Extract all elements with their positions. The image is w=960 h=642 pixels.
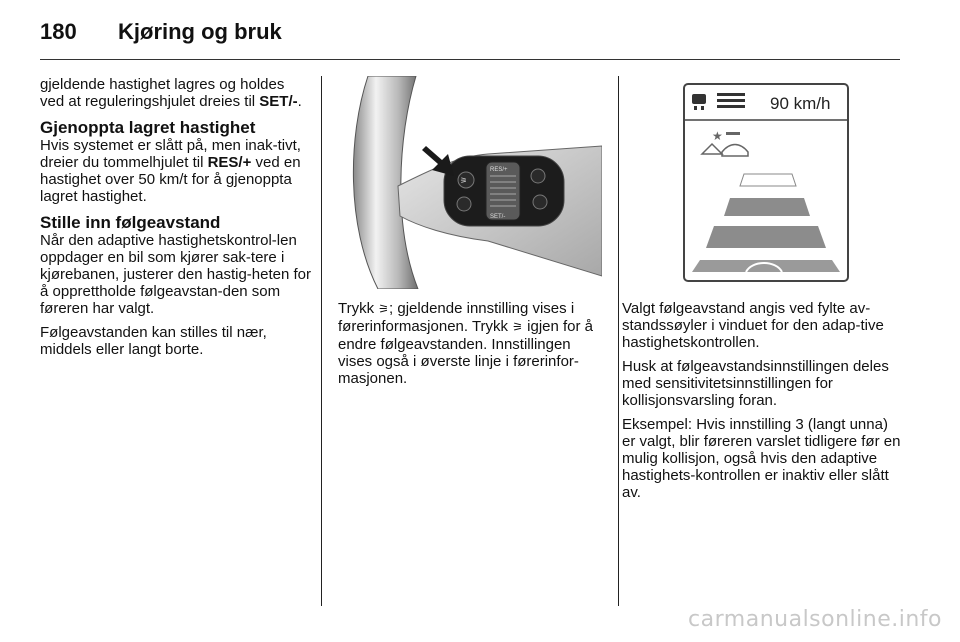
page-number: 180 xyxy=(40,19,77,44)
paragraph-shared-setting: Husk at følgeavstandsinnstillingen deles med sensitivitetsinnstillingen for kollisjonsvarsling foran. xyxy=(622,358,889,409)
paragraph-set-speed: gjeldende hastighet lagres og holdes ved at reguleringshjulet dreies til SET/-. xyxy=(40,76,302,110)
page-header xyxy=(40,16,282,48)
distance-icon: ⚞ xyxy=(378,302,390,316)
svg-text:⚞: ⚞ xyxy=(460,176,468,185)
res-label-svg: RES/+ xyxy=(490,167,508,173)
driver-display-illustration xyxy=(622,76,900,289)
paragraph-distance-options: Følgeavstanden kan stilles til nær, middels eller langt borte. xyxy=(40,324,267,358)
paragraph-example: Eksempel: Hvis innstilling 3 (langt unna) er valgt, blir føreren varslet tidligere før en mulig kollisjon, også hvis den adaptive hastighets-kontrollen er inaktiv eller slått av. xyxy=(622,416,901,501)
heading-resume-speed: Gjenoppta lagret hastighet xyxy=(40,118,256,137)
cancel-button xyxy=(457,197,471,211)
column-divider-left xyxy=(321,76,322,606)
distance-bar-1 xyxy=(740,174,796,186)
paragraph-distance-bars: Valgt følgeavstand angis ved fylte av-standssøyler i vinduet for den adap-tive hastighetskontrollen. xyxy=(622,300,884,351)
steering-wheel-illustration xyxy=(338,76,602,289)
cruise-button xyxy=(533,195,547,209)
alert-button xyxy=(531,169,545,183)
paragraph-resume-speed: Hvis systemet er slått på, men inak-tivt, dreier du tommelhjulet til RES/+ ved en hastighet over 50 km/t for å gjenoppta lagret hastighet. xyxy=(40,137,301,205)
svg-text:★: ★ xyxy=(712,129,723,143)
driver-display-svg xyxy=(622,76,900,289)
distance-icon: ⚞ xyxy=(512,320,523,334)
watermark: carmanualsonline.info xyxy=(688,607,942,632)
header-divider xyxy=(40,59,900,60)
column-middle xyxy=(338,300,606,394)
column-left xyxy=(40,76,312,365)
set-label-svg: SET/- xyxy=(490,214,506,220)
speed-readout: 90 km/h xyxy=(770,94,831,113)
distance-bar-2 xyxy=(724,198,810,216)
distance-bars-icon xyxy=(717,93,745,108)
steering-wheel-svg xyxy=(338,76,602,289)
column-divider-right xyxy=(618,76,619,606)
host-vehicle xyxy=(692,260,840,272)
heading-follow-distance: Stille inn følgeavstand xyxy=(40,213,221,232)
column-right xyxy=(622,300,904,508)
paragraph-press-button: Trykk ⚞; gjeldende innstilling vises i førerinformasjonen. Trykk ⚞ igjen for å endre følgeavstanden. Innstillingen vises også i øverste linje i førerinfor-masjonen. xyxy=(338,300,594,387)
distance-bar-3 xyxy=(706,226,826,248)
res-label: RES/+ xyxy=(207,154,252,171)
paragraph-follow-distance: Når den adaptive hastighetskontrol-len oppdager en bil som kjører sak-tere i kjørebanen, justerer den hastig-heten for å opprettholde følgeavstan-den som føreren har valgt. xyxy=(40,232,311,317)
set-label: SET/- xyxy=(259,93,298,110)
page-title: Kjøring og bruk xyxy=(118,19,282,44)
